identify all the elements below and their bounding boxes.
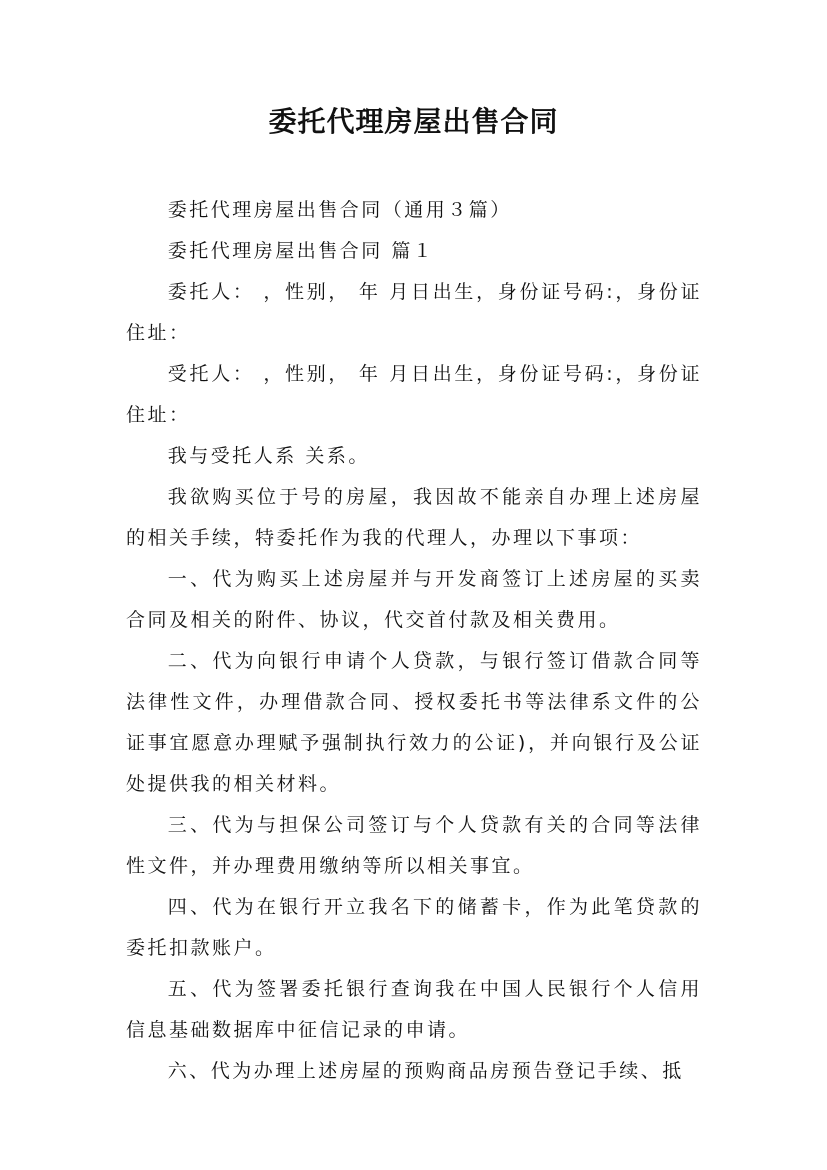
document-body bbox=[126, 190, 702, 1092]
paragraph-item-3: 三、代为与担保公司签订与个人贷款有关的合同等法律性文件，并办理费用缴纳等所以相关事宜。 bbox=[126, 814, 702, 877]
paragraph-subtitle: 委托代理房屋出售合同（通用３篇） bbox=[167, 199, 512, 221]
paragraph-purchase-intent: 我欲购买位于号的房屋，我因故不能亲自办理上述房屋的相关手续，特委托作为我的代理人，办理以下事项： bbox=[126, 486, 702, 549]
document-title: 委托代理房屋出售合同 bbox=[268, 105, 559, 138]
paragraph-agent: 受托人： ，性别， 年 月日出生，身份证号码:，身份证住址： bbox=[126, 363, 702, 426]
paragraph-section-heading: 委托代理房屋出售合同 篇１ bbox=[167, 240, 435, 262]
paragraph-item-4: 四、代为在银行开立我名下的储蓄卡，作为此笔贷款的委托扣款账户。 bbox=[126, 896, 702, 959]
paragraph-relationship: 我与受托人系 关系。 bbox=[167, 445, 370, 467]
paragraph-item-1: 一、代为购买上述房屋并与开发商签订上述房屋的买卖合同及相关的附件、协议，代交首付款及相关费用。 bbox=[126, 568, 702, 631]
paragraph-item-6: 六、代为办理上述房屋的预购商品房预告登记手续、抵 bbox=[167, 1060, 684, 1082]
paragraph-principal: 委托人： ，性别， 年 月日出生，身份证号码:，身份证住址： bbox=[126, 281, 702, 344]
paragraph-item-5: 五、代为签署委托银行查询我在中国人民银行个人信用信息基础数据库中征信记录的申请。 bbox=[126, 978, 702, 1041]
paragraph-item-2: 二、代为向银行申请个人贷款，与银行签订借款合同等法律性文件，办理借款合同、授权委托书等法律系文件的公证事宜愿意办理赋予强制执行效力的公证)，并向银行及公证处提供我的相关材料。 bbox=[126, 650, 702, 795]
